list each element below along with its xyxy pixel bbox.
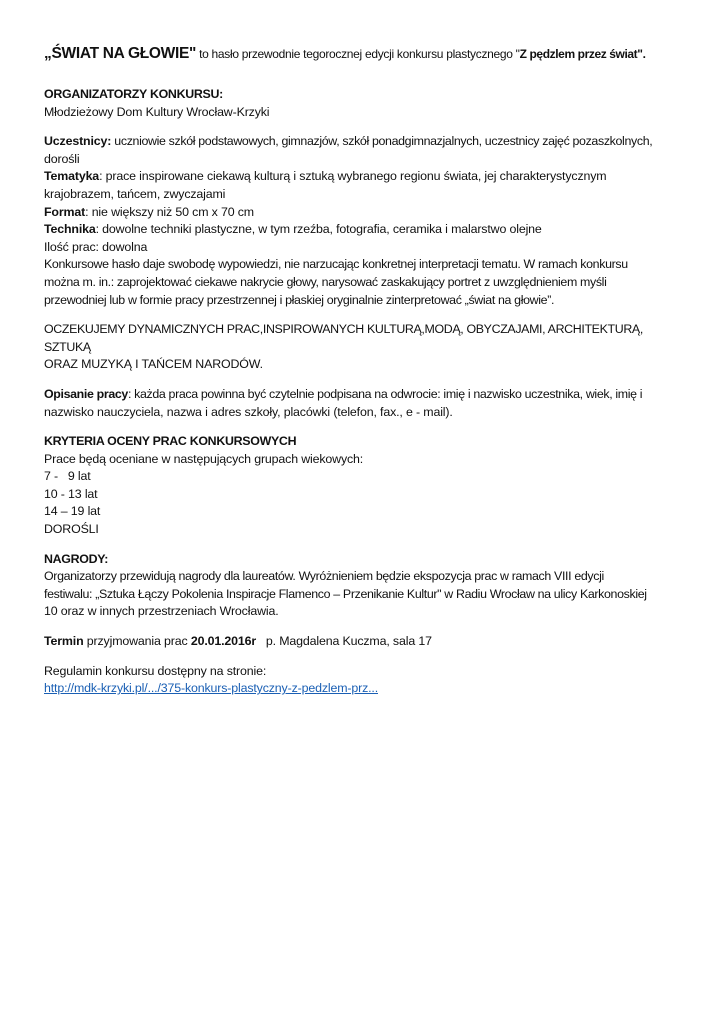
awards-line-1: Organizatorzy przewidują nagrody dla laureatów. Wyróżnieniem będzie ekspozycja prac w ramach VIII edycji — [44, 569, 604, 584]
deadline-label: Termin — [44, 634, 84, 649]
deadline-line — [44, 633, 684, 651]
expectations-section — [44, 321, 684, 374]
labeling-line-2: nazwisko nauczyciela, nazwa i adres szkoły, placówki (telefon, fax., e - mail). — [44, 404, 453, 419]
technique-text: : dowolne techniki plastyczne, w tym rzeźba, fotografia, ceramika i malarstwo olejne — [95, 222, 542, 237]
rules-section — [44, 663, 684, 698]
labeling-line-1 — [44, 386, 684, 404]
format-line — [44, 204, 684, 222]
theme-text: : prace inspirowane ciekawą kulturą i sztuką wybranego regionu świata, jej charakterystycznym — [99, 169, 607, 184]
criteria-intro: Prace będą oceniane w następujących grupach wiekowych: — [44, 451, 364, 466]
details-section — [44, 133, 684, 309]
rules-text: Regulamin konkursu dostępny na stronie: — [44, 663, 267, 678]
awards-line-3: 10 oraz w innych przestrzeniach Wrocławia. — [44, 604, 279, 619]
technique-label: Technika — [44, 222, 96, 237]
labeling-label: Opisanie pracy — [44, 386, 128, 401]
expectations-line-2: ORAZ MUZYKĄ I TAŃCEM NARODÓW. — [44, 357, 263, 372]
document-page — [44, 44, 684, 710]
participants-label: Uczestnicy: — [44, 134, 112, 149]
criteria-heading: KRYTERIA OCENY PRAC KONKURSOWYCH — [44, 434, 297, 449]
format-label: Format — [44, 204, 86, 219]
description-line-3: przewodniej lub w formie pracy przestrzennej i płaskiej oryginalnie zinterpretować „świat na głowie”. — [44, 292, 555, 307]
organizers-name: Młodzieżowy Dom Kultury Wrocław-Krzyki — [44, 104, 270, 119]
age-group-item: 7 - 9 lat — [44, 469, 91, 484]
title-main: „ŚWIAT NA GŁOWIE" — [44, 45, 197, 62]
document-title — [44, 44, 684, 64]
deadline-text: przyjmowania prac — [83, 634, 191, 649]
theme-line-2: krajobrazem, tańcem, zwyczajami — [44, 186, 226, 201]
format-text: : nie większy niż 50 cm x 70 cm — [85, 204, 254, 219]
organizers-heading: ORGANIZATORZY KONKURSU: — [44, 87, 223, 101]
description-line-1: Konkursowe hasło daje swobodę wypowiedzi, nie narzucając konkretnej interpretacji tematu. W ramach konkursu — [44, 257, 628, 272]
rules-link[interactable]: http://mdk-krzyki.pl/.../375-konkurs-plastyczny-z-pedzlem-prz... — [44, 681, 378, 696]
title-quoted: Z pędzlem przez świat — [519, 47, 638, 61]
technique-line — [44, 221, 684, 239]
deadline-date: 20.01.2016r — [190, 634, 257, 649]
theme-line — [44, 168, 684, 186]
organizers-section — [44, 86, 684, 121]
participants-text: uczniowie szkół podstawowych, gimnazjów, szkół ponadgimnazjalnych, uczestnicy zajęć pozaszkolnych, — [111, 134, 653, 149]
title-end: ". — [637, 47, 646, 61]
theme-label: Tematyka — [44, 169, 100, 184]
age-group-item: DOROŚLI — [44, 522, 99, 537]
deadline-place: p. Magdalena Kuczma, sala 17 — [256, 634, 432, 649]
age-group-item: 14 – 19 lat — [44, 504, 101, 519]
awards-section — [44, 551, 684, 621]
awards-heading: NAGRODY: — [44, 551, 109, 566]
awards-line-2: festiwalu: „Sztuka Łączy Pokolenia Inspiracje Flamenco – Przenikanie Kultur" w Radiu Wrocław na ulicy Karkonoskiej — [44, 586, 647, 601]
criteria-section — [44, 433, 684, 539]
expectations-line-1: OCZEKUJEMY DYNAMICZNYCH PRAC,INSPIROWANYCH KULTURĄ,MODĄ, OBYCZAJAMI, ARCHITEKTURĄ, SZTUKĄ — [44, 322, 643, 354]
labeling-section — [44, 386, 684, 421]
participants-line — [44, 133, 684, 151]
title-rest: to hasło przewodnie tegorocznej edycji konkursu plastycznego " — [196, 47, 520, 61]
count-line: Ilość prac: dowolna — [44, 239, 148, 254]
age-group-item: 10 - 13 lat — [44, 486, 98, 501]
deadline-section — [44, 633, 684, 651]
participants-line-2: dorośli — [44, 151, 80, 166]
labeling-text: : każda praca powinna być czytelnie podpisana na odwrocie: imię i nazwisko uczestnika, wiek, imię i — [127, 386, 643, 401]
description-line-2: można m. in.: zaprojektować ciekawe nakrycie głowy, narysować zaskakujący portret z uwzględnieniem myśli — [44, 274, 607, 289]
